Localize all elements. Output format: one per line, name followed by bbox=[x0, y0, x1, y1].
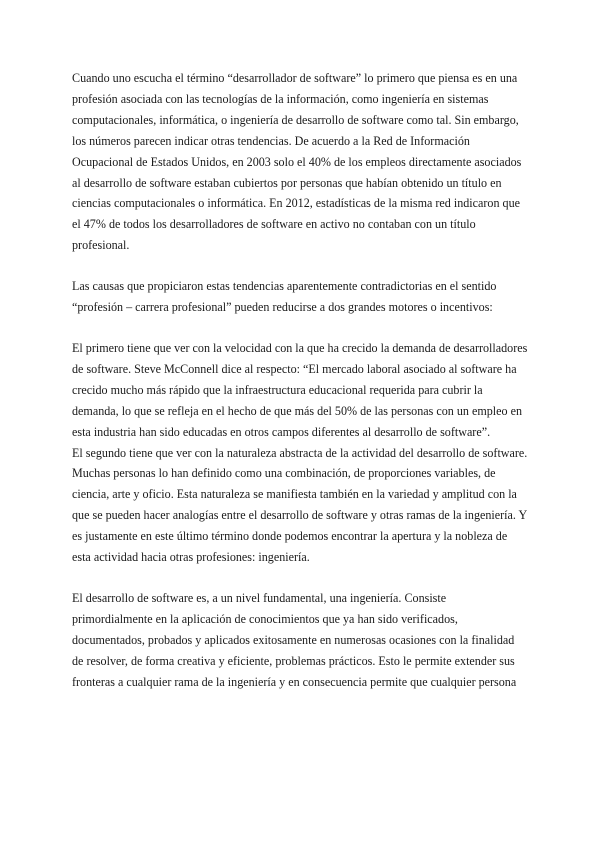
paragraph-second-motor: El segundo tiene que ver con la naturaleza abstracta de la actividad del desarrollo de software. Muchas personas lo han definido como una combinación, de proporciones variables, de ciencia, arte y oficio. Esta naturaleza se manifiesta también en la variedad y amplitud con la que se pueden hacer analogías entre el desarrollo de software y otras ramas de la ingeniería. Y es justamente en este último término donde podemos encontrar la apertura y la nobleza de esta actividad hacia otras profesiones: ingeniería. bbox=[72, 445, 528, 565]
paragraph-causes: Las causas que propiciaron estas tendencias aparentemente contradictorias en el sentido “profesión – carrera profesional” pueden reducirse a dos grandes motores o incentivos: bbox=[72, 279, 497, 315]
paragraph-engineering: El desarrollo de software es, a un nivel fundamental, una ingeniería. Consiste primordialmente en la aplicación de conocimientos que ya han sido verificados, documentados, probados y aplicados exitosamente en numerosas ocasiones con la finalidad de resolver, de forma creativa y eficiente, problemas prácticos. Esto le permite extender sus fronteras a cualquier rama de la ingeniería y en consecuencia permite que cualquier persona bbox=[72, 590, 517, 689]
paragraph-first-motor: El primero tiene que ver con la velocidad con la que ha crecido la demanda de desarrolladores de software. Steve McConnell dice al respecto: “El mercado laboral asociado al software ha crecido mucho más rápido que la infraestructura educacional requerida para cubrir la demanda, lo que se refleja en el hecho de que más del 50% de las personas con un empleo en esta industria han sido educadas en otros campos diferentes al desarrollo de software”. bbox=[72, 340, 528, 439]
paragraph-intro: Cuando uno escucha el término “desarrollador de software” lo primero que piensa es en una profesión asociada con las tecnologías de la información, como ingeniería en sistemas computacionales, informática, o ingeniería de desarrollo de software como tal. Sin embargo, los números parecen indicar otras tendencias. De acuerdo a la Red de Información Ocupacional de Estados Unidos, en 2003 solo el 40% de los empleos directamente asociados al desarrollo de software estaban cubiertos por personas que habían obtenido un título en ciencias computacionales o informática. En 2012, estadísticas de la misma red indicaron que el 47% de todos los desarrolladores de software en activo no contaban con un título profesional. bbox=[72, 71, 522, 253]
